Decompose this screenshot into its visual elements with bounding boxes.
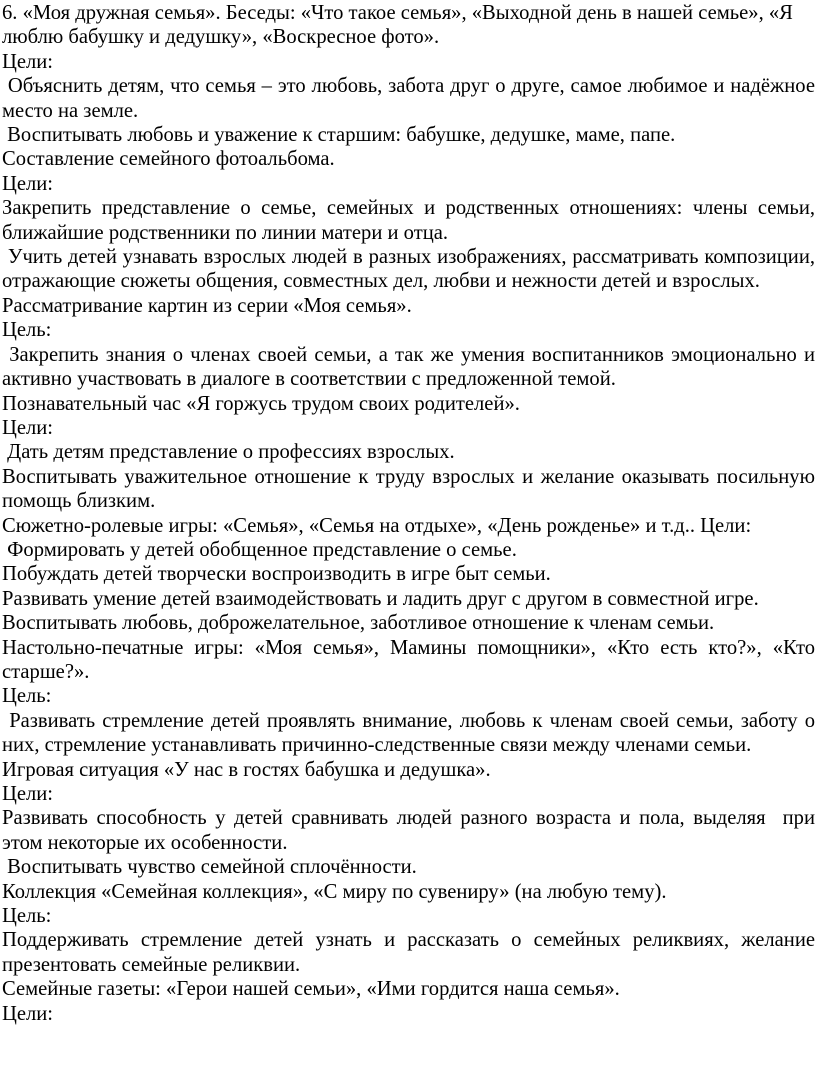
paragraph: Цели: [2,783,54,805]
paragraph: 6. «Моя дружная семья». Беседы: «Что такое семья», «Выходной день в нашей семье», «Я люблю бабушку и дедушку», «Воскресное фото». [2,2,799,49]
paragraph: Настольно-печатные игры: «Моя семья», Мамины помощники», «Кто есть кто?», «Кто старше?». [2,636,815,683]
paragraph: Воспитывать чувство семейной сплочённости. [2,856,417,879]
paragraph: Закрепить представление о семье, семейных и родственных отношениях: члены семьи, ближайшие родственники по линии матери и отца. [2,197,815,244]
paragraph: Цели: [2,416,54,439]
paragraph: Дать детям представление о профессиях взрослых. [2,441,455,464]
document-body [2,1,815,1026]
paragraph: Цели: [2,50,54,73]
paragraph: Объяснить детям, что семья – это любовь, забота друг о друге, самое любимое и надёжное место на земле. [2,75,815,122]
paragraph: Развивать способность у детей сравнивать людей разного возраста и пола, выделяя при этом некоторые их особенности. [2,807,815,854]
paragraph: Составление семейного фотоальбома. [2,148,335,171]
paragraph: Цель: [2,319,52,342]
paragraph: Коллекция «Семейная коллекция», «С миру по сувениру» (на любую тему). [2,880,667,903]
paragraph: Поддерживать стремление детей узнать и рассказать о семейных реликвиях, желание презентовать семейные реликвии. [2,929,815,976]
paragraph: Цели: [2,1002,54,1025]
paragraph: Семейные газеты: «Герои нашей семьи», «Ими гордится наша семья». [2,978,620,1001]
paragraph: Развивать стремление детей проявлять внимание, любовь к членам своей семьи, заботу о них, стремление устанавливать причинно-следственные связи между членами семьи. [2,709,815,757]
paragraph: Сюжетно-ролевые игры: «Семья», «Семья на отдыхе», «День рожденье» и т.д.. Цели: [2,514,752,537]
paragraph: Познавательный час «Я горжусь трудом своих родителей». [2,392,520,415]
paragraph: Воспитывать любовь, доброжелательное, заботливое отношение к членам семьи. [2,612,715,635]
paragraph: Воспитывать уважительное отношение к труду взрослых и желание оказывать посильную помощь близким. [2,465,815,513]
paragraph: Формировать у детей обобщенное представление о семье. [2,538,517,561]
paragraph: Учить детей узнавать взрослых людей в разных изображениях, рассматривать композиции, отражающие сюжеты общения, совместных дел, любви и нежности детей и взрослых. [2,246,815,293]
paragraph: Цель: [2,905,52,928]
paragraph: Цели: [2,172,54,195]
paragraph: Закрепить знания о членах своей семьи, а так же умения воспитанников эмоционально и активно участвовать в диалоге в соответствии с предложенной темой. [2,343,815,391]
paragraph: Побуждать детей творчески воспроизводить в игре быт семьи. [2,563,551,586]
paragraph: Развивать умение детей взаимодействовать и ладить друг с другом в совместной игре. [2,587,759,610]
paragraph: Воспитывать любовь и уважение к старшим: бабушке, дедушке, маме, папе. [2,124,676,147]
paragraph: Цель: [2,685,52,708]
paragraph: Игровая ситуация «У нас в гостях бабушка и дедушка». [2,758,491,781]
paragraph: Рассматривание картин из серии «Моя семья». [2,294,412,317]
